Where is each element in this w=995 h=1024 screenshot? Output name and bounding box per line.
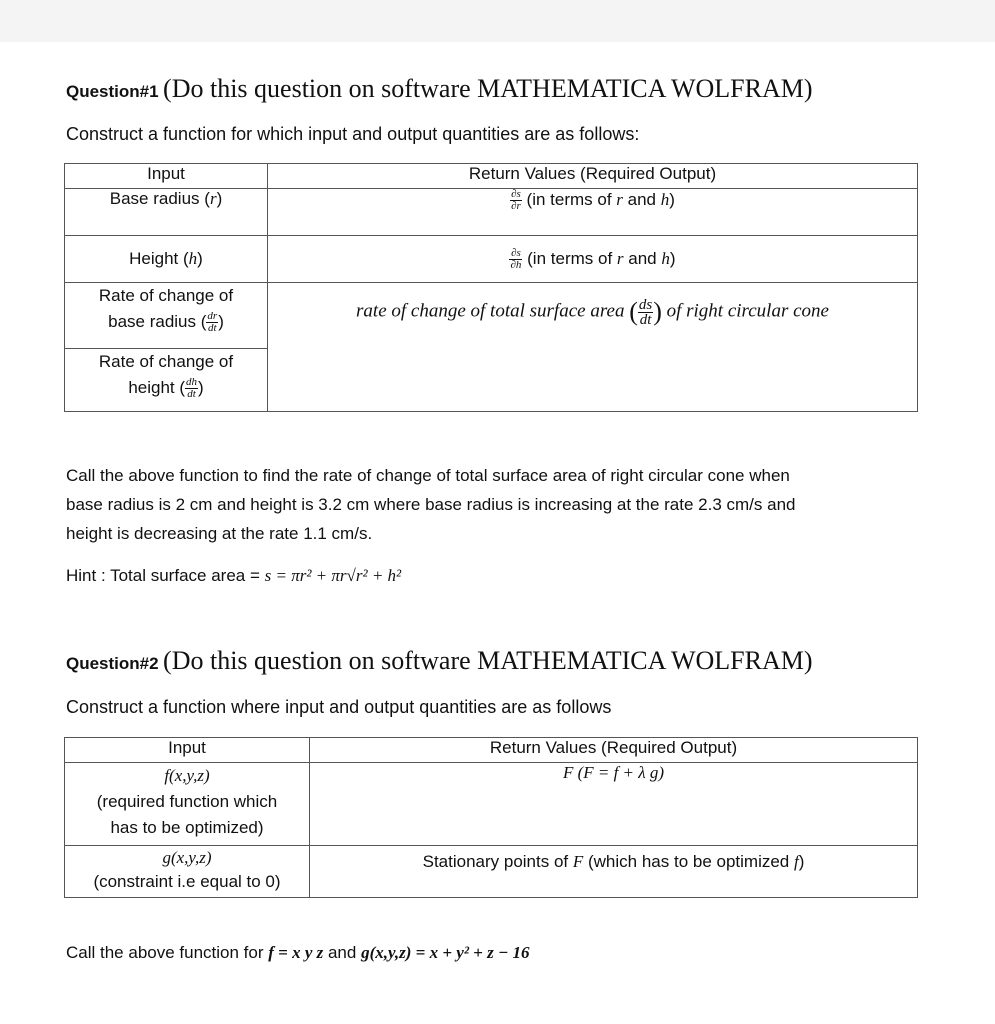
q1-heading [66, 74, 813, 104]
ds-dr-fraction: $\frac{\partial s}{\partial r}$ [511, 188, 521, 212]
q1-row3-input: Rate of change of base radius ( $\frac{dr}{dt}$ ) [65, 283, 268, 349]
dh-dt-fraction: $\frac{dh}{dt}$ [186, 376, 198, 401]
q2-row1-output: F (F = f + λ g) [310, 763, 918, 846]
q1-header-output: Return Values (Required Output) [268, 164, 918, 189]
f-definition: f = x y z [268, 943, 324, 962]
q1-row3-output: rate of change of total surface area ( $\frac{ds}{dt}$ ) of right circular cone [268, 283, 918, 412]
surface-area-formula: s = πr² + πr√r² + h² [264, 566, 402, 585]
q1-title: (Do this question on software MATHEMATICA WOLFRAM) [163, 74, 813, 103]
q1-row2-output: $\frac{\partial s}{\partial h}$ (in terms of r and h) [268, 236, 918, 283]
q2-row1-input: f(x,y,z) (required function which has to be optimized) [65, 763, 310, 846]
ds-dh-fraction: $\frac{\partial s}{\partial h}$ [510, 246, 522, 271]
q1-row1-input: Base radius (r) [65, 189, 268, 236]
q2-call: Call the above function for f = x y z and g(x,y,z) = x + y² + z − 16 [66, 943, 530, 962]
q1-header-input: Input [65, 164, 268, 189]
q1-label: Question#1 [66, 82, 159, 101]
q1-row1-output: $\frac{\partial s}{\partial r}$ (in terms of r and h) [268, 189, 918, 236]
q1-paragraph: Call the above function to find the rate of change of total surface area of right circular cone when base radius is 2 cm and height is 3.2 cm where base radius is increasing at the rate 2.3 cm/s and height is decreasing at the rate 1.1 cm/s. [66, 466, 796, 543]
q2-label: Question#2 [66, 654, 159, 673]
q1-intro: Construct a function for which input and output quantities are as follows: [66, 124, 640, 144]
q1-table [64, 163, 918, 412]
ds-dt-fraction: $\frac{ds}{dt}$ [638, 296, 653, 328]
q2-row2-output: Stationary points of F (which has to be optimized f) [310, 846, 918, 898]
q2-heading [66, 646, 813, 676]
q2-table [64, 737, 918, 898]
q1-row2-input: Height (h) [65, 236, 268, 283]
q2-header-input: Input [65, 738, 310, 763]
q2-row2-input: g(x,y,z) (constraint i.e equal to 0) [65, 846, 310, 898]
q2-title: (Do this question on software MATHEMATICA WOLFRAM) [163, 646, 813, 675]
q2-intro: Construct a function where input and output quantities are as follows [66, 697, 612, 717]
dr-dt-fraction: $\frac{dr}{dt}$ [207, 310, 218, 335]
g-definition: g(x,y,z) = x + y² + z − 16 [361, 943, 530, 962]
q2-header-output: Return Values (Required Output) [310, 738, 918, 763]
top-band [0, 0, 995, 42]
q1-hint: Hint : Total surface area = s = πr² + πr√r² + h² [66, 566, 402, 585]
q1-row4-input: Rate of change of height ( $\frac{dh}{dt}$ ) [65, 349, 268, 412]
